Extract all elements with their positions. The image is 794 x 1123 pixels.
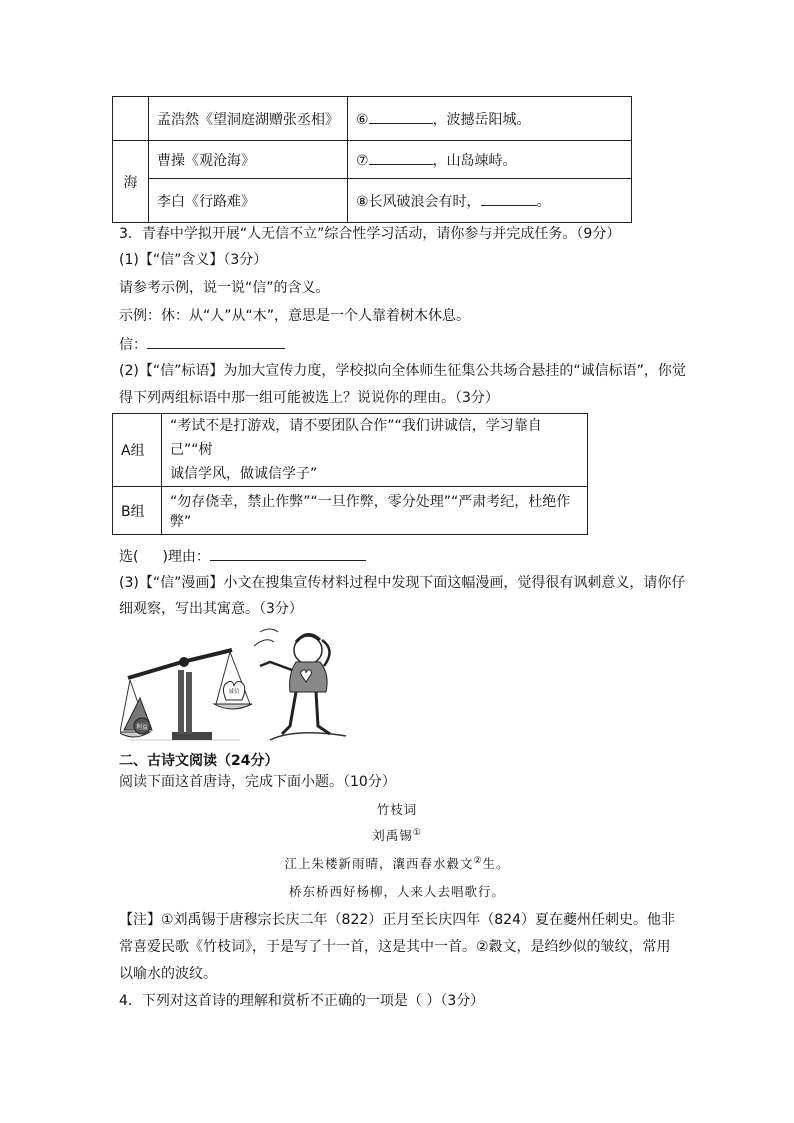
answer-blank[interactable] xyxy=(369,109,433,124)
q3-part1-title: (1)【“信”含义】（3分） xyxy=(119,252,268,268)
q3-title: 3．青春中学拟开展“人无信不立”综合性学习活动，请你参与并完成任务。（9分） xyxy=(119,226,621,242)
poem-title: 竹枝词 xyxy=(376,802,418,817)
author-cell: 孟浩然《望洞庭湖赠张丞相》 xyxy=(149,97,348,141)
author-cell: 曹操《观沧海》 xyxy=(149,141,348,179)
answer-cell: ⑦ ，山岛竦峙。 xyxy=(348,141,632,179)
answer-blank[interactable] xyxy=(481,191,537,206)
note-line-3: 以喻水的波纹。 xyxy=(119,966,217,982)
note-marker: ② xyxy=(473,855,483,866)
section2-intro: 阅读下面这首唐诗，完成下面小题。（10分） xyxy=(119,774,396,790)
cartoon-image xyxy=(120,622,348,748)
answer-cell: ⑧长风破浪会有时， 。 xyxy=(348,179,632,223)
answer-blank[interactable] xyxy=(210,546,366,561)
q4-title: 4．下列对这首诗的理解和赏析不正确的一项是（ ）（3分） xyxy=(119,993,485,1009)
note-line-2: 常喜爱民歌《竹枝词》，于是写了十一首，这是其中一首。②縠文，是绉纱似的皱纹，常用 xyxy=(119,939,671,955)
answer-blank[interactable] xyxy=(369,150,433,165)
group-slogans-cell: “考试不是打游戏，请不要团队合作”“我们讲诚信，学习靠自己”“树 诚信学风，做诚信学子” xyxy=(162,414,588,487)
group-label-cell: B组 xyxy=(113,487,162,535)
table-group-cell-empty xyxy=(113,97,149,141)
group-label-cell: A组 xyxy=(113,414,162,487)
poetry-fill-table xyxy=(112,96,632,223)
heart-label: 诚信 xyxy=(228,689,240,695)
answer-blank[interactable] xyxy=(147,334,285,349)
q3-part1-example: 示例：休：从“人”从“木”，意思是一个人靠着树木休息。 xyxy=(119,308,471,324)
author-cell: 李白《行路难》 xyxy=(149,179,348,223)
answer-cell: ⑥ ，波撼岳阳城。 xyxy=(348,97,632,141)
poem-line-2: 桥东桥西好杨柳，人来人去唱歌行。 xyxy=(288,884,505,899)
poem-line-1: 江上朱楼新雨晴，瀼西春水縠文②生。 xyxy=(284,855,510,871)
slogan-table xyxy=(112,413,588,535)
q3-part2-title-2: 得下列两组标语中那一组可能被选上？说说你的理由。（3分） xyxy=(119,390,499,406)
q3-part2-title-1: (2)【“信”标语】为加大宣传力度，学校拟向全体师生征集公共场合悬挂的“诚信标语”，你觉 xyxy=(119,363,686,379)
table-group-cell: 海 xyxy=(113,141,149,223)
q3-part3-title-1: (3)【“信”漫画】小文在搜集宣传材料过程中发现下面这幅漫画，觉得很有讽刺意义，请你仔 xyxy=(119,575,686,591)
choose-line: 选( )理由： xyxy=(119,546,366,567)
group-slogans-cell: “勿存侥幸，禁止作弊”“一旦作弊，零分处理”“严肃考纪，杜绝作弊” xyxy=(162,487,588,535)
q3-part1-instruction: 请参考示例，说一说“信”的含义。 xyxy=(119,280,330,296)
weight-label: 利益 xyxy=(135,724,149,731)
q3-part3-title-2: 细观察，写出其寓意。（3分） xyxy=(119,601,303,617)
q3-part1-answer: 信： xyxy=(119,334,285,355)
note-line-1: 【注】①刘禹锡于唐穆宗长庆二年（822）正月至长庆四年（824）夏在夔州任刺史。他非 xyxy=(119,912,675,928)
poem-author: 刘禹锡① xyxy=(372,827,422,843)
section2-heading: 二、古诗文阅读（24分） xyxy=(119,753,279,769)
note-marker: ① xyxy=(412,827,422,838)
